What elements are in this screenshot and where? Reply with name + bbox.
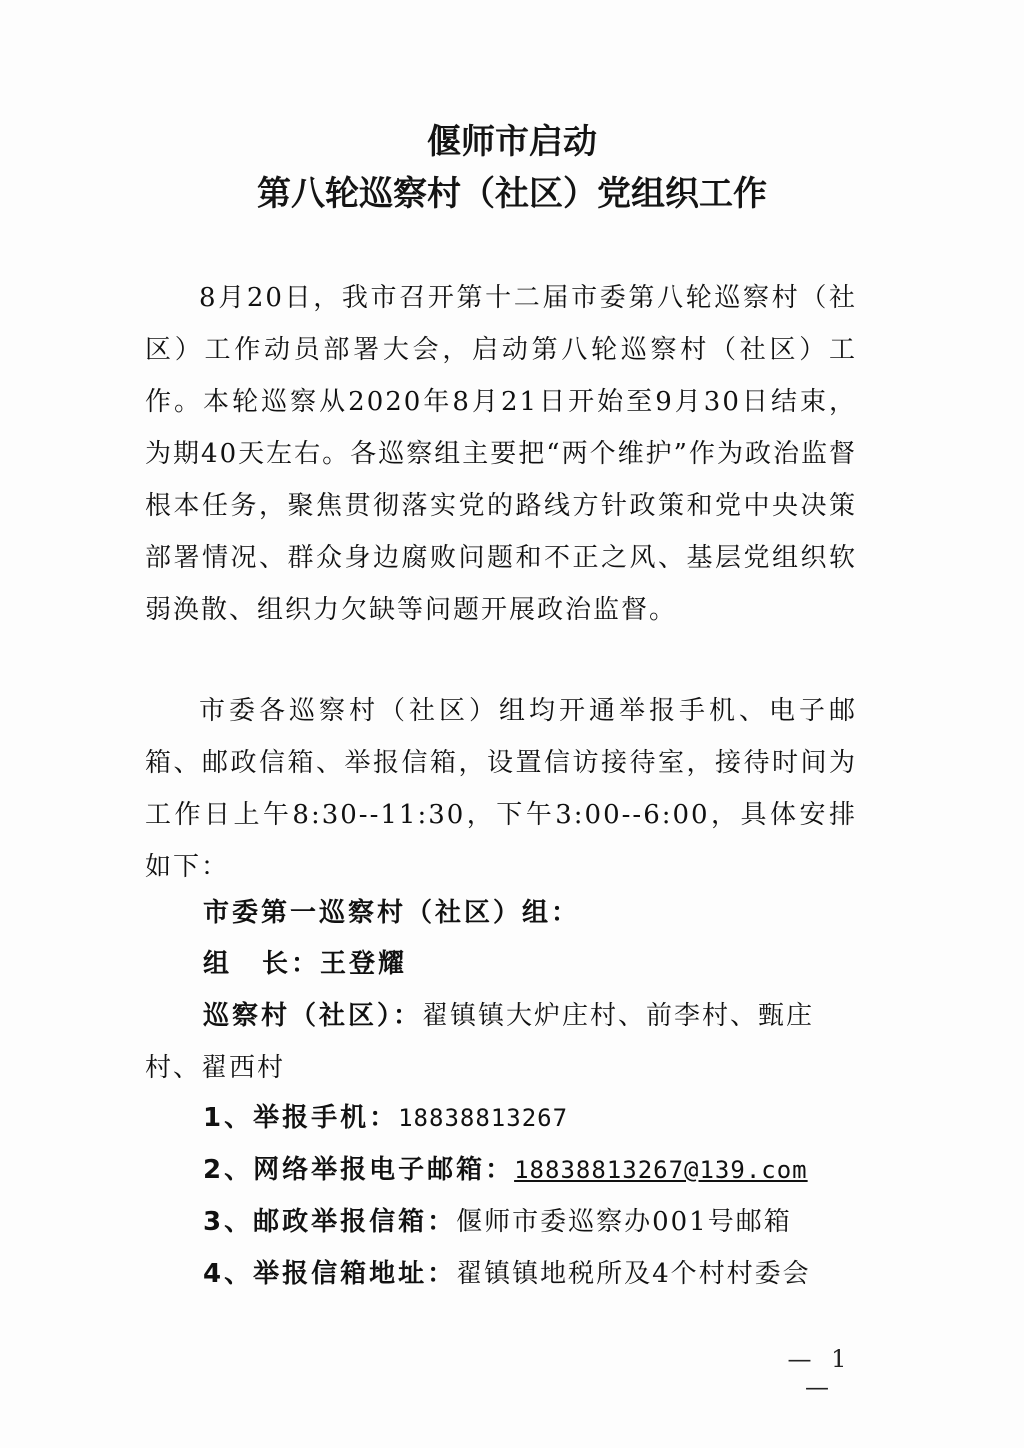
report-box-address-value: 翟镇镇地税所及4个村村委会 [456, 1259, 811, 1289]
report-email-label: 2、网络举报电子邮箱： [203, 1155, 515, 1185]
report-mailbox-label: 3、邮政举报信箱： [203, 1207, 457, 1237]
report-box-address-line [145, 1248, 915, 1300]
leader-name: 王登耀 [320, 949, 408, 979]
report-box-address-label: 4、举报信箱地址： [203, 1259, 457, 1289]
report-email-link[interactable]: 18838813267@139.com [514, 1156, 808, 1184]
report-mailbox-value: 偃师市委巡察办001号邮箱 [456, 1207, 792, 1237]
villages-line [145, 990, 857, 1094]
leader-label-suffix: 长： [262, 949, 321, 979]
report-phone-label: 1、举报手机： [203, 1103, 399, 1133]
document-title-line2: 第八轮巡察村（社区）党组织工作 [257, 174, 767, 214]
villages-label: 巡察村（社区）： [203, 1001, 423, 1031]
paragraph-announcement: 8月20日，我市召开第十二届市委第八轮巡察村（社区）工作动员部署大会，启动第八轮巡察村（社区）工作。本轮巡察从2020年8月21日开始至9月30日结束，为期40天左右。各巡察组主要把“两个维护”作为政治监督根本任务，聚焦贯彻落实党的路线方针政策和党中央决策部署情况、群众身边腐败问题和不正之风、基层党组织软弱涣散、组织力欠缺等问题开展政治监督。 [145, 283, 857, 625]
group-title: 市委第一巡察村（社区）组： [203, 898, 581, 928]
report-phone-value: 18838813267 [398, 1104, 569, 1132]
report-mailbox-line [145, 1196, 915, 1248]
leader-label: 组 [203, 949, 233, 979]
report-phone-line [145, 1092, 915, 1144]
group-leader-line [145, 938, 915, 990]
villages-list: 翟镇镇大炉庄村、前李村、甄庄村、翟西村 [145, 1001, 815, 1083]
paragraph-reception-info: 市委各巡察村（社区）组均开通举报手机、电子邮箱、邮政信箱、举报信箱，设置信访接待室，接待时间为工作日上午8:30--11:30，下午3:00--6:00，具体安排如下： [145, 696, 857, 882]
document-title-line1: 偃师市启动 [427, 122, 597, 162]
page-number: — 1 — [787, 1345, 853, 1401]
report-email-line [145, 1144, 915, 1196]
